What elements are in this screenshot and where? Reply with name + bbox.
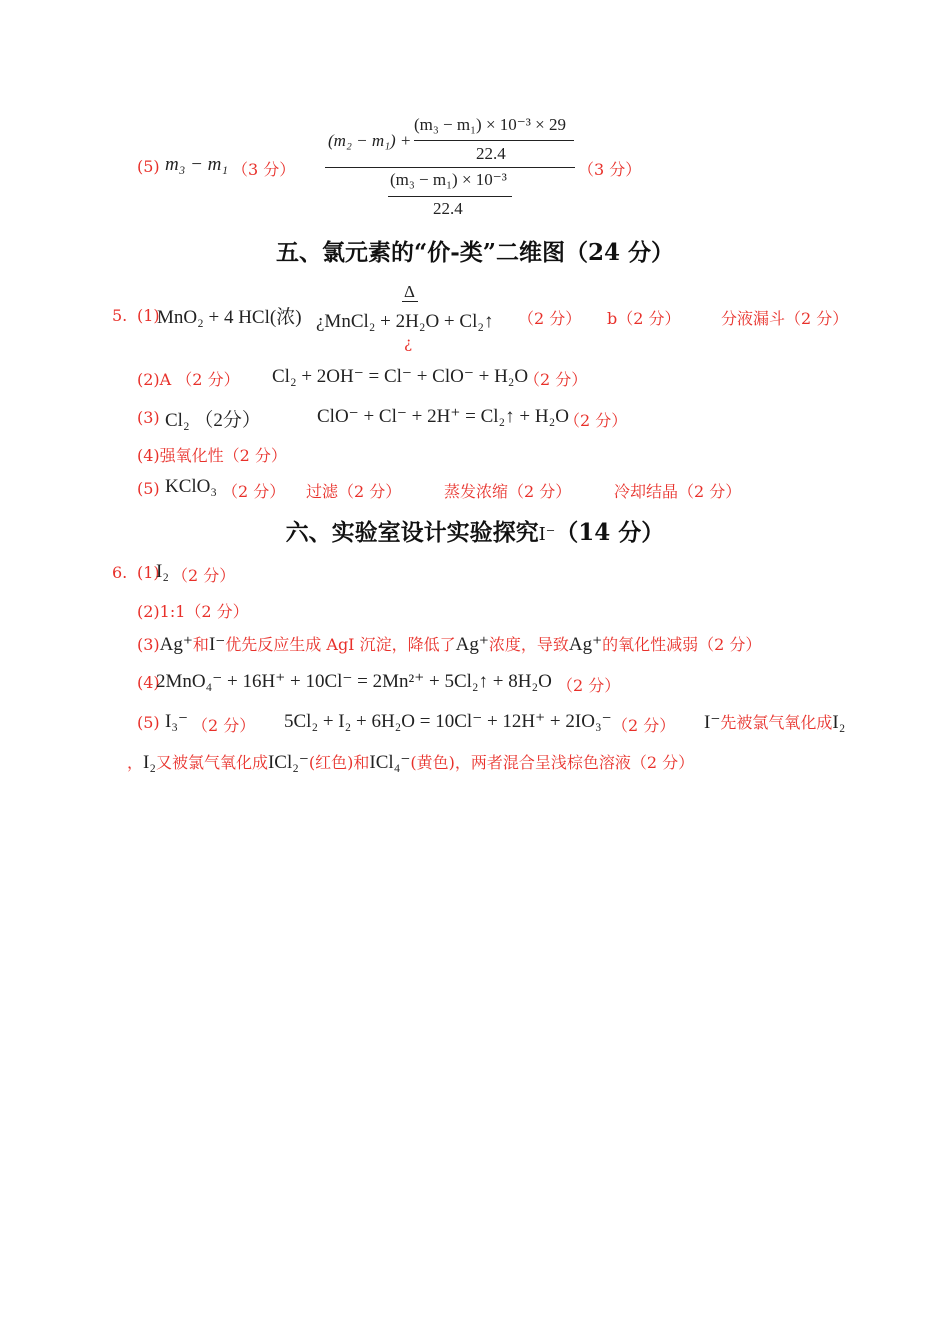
q6-number: 6.: [112, 563, 128, 582]
q6-p1-label: (1): [137, 563, 160, 582]
q6-p5-c-iodide: I⁻: [704, 712, 721, 733]
q5-p5-a-score: （2 分）: [222, 482, 286, 501]
q5-p5-a: KClO₃: [165, 476, 218, 497]
q6-p2: (2)1:1（2 分）: [137, 602, 249, 621]
q5-part5-score-right: （3 分）: [578, 160, 642, 179]
q5-part5-label: (5): [137, 157, 160, 176]
q6-p3-text3: 的氧化性减弱（2 分）: [602, 635, 762, 654]
q5-p1-c: 分液漏斗（2 分）: [721, 309, 849, 328]
q6-p3-label: (3): [137, 635, 160, 654]
q5-p5-d: 冷却结晶（2 分）: [614, 482, 742, 501]
fraction-denominator-top: (m₃ − m₁) × 10⁻³: [390, 170, 507, 189]
q5-p1-score: （2 分）: [518, 309, 582, 328]
section6-title-b: （14 分）: [555, 519, 665, 546]
q6-p5-d-icl4: ICl₄⁻: [369, 752, 411, 773]
q6-p5-d-comma: ，: [127, 753, 144, 772]
q6-p5-c-text: 先被氯气氧化成: [720, 713, 833, 732]
q5-p1-eq-left: MnO₂ + 4 HCl(浓): [157, 307, 302, 328]
q6-p3-text2: 浓度，导致: [488, 635, 569, 654]
q5-p1-label: (1): [137, 306, 160, 325]
q6-p4-label: (4): [137, 673, 160, 692]
section6-title: [0, 514, 950, 547]
q5-p4: (4)强氧化性（2 分）: [137, 446, 287, 465]
fraction-inner-numerator: (m₃ − m₁) × 10⁻³ × 29: [414, 115, 566, 134]
q5-p3-score: （2 分）: [564, 411, 628, 430]
q6-p5-c-i2: I₂: [832, 712, 846, 733]
q6-p5-d-icl2: ICl₂⁻: [267, 752, 309, 773]
q6-p3-iodide: I⁻: [208, 634, 226, 655]
q5-p1-mark: ¿: [404, 334, 413, 352]
q6-p4-eq: 2MnO₄⁻ + 16H⁺ + 10Cl⁻ = 2Mn²⁺ + 5Cl₂↑ + 8H₂O: [156, 671, 552, 692]
q5-part5-expr: m₃ − m₁: [165, 154, 228, 175]
q5-p1-b: b（2 分）: [607, 309, 681, 328]
denominator-fraction-bar: [388, 196, 512, 197]
q6-p1-score: （2 分）: [172, 566, 236, 585]
section6-title-a: 六、实验室设计实验探究: [285, 519, 539, 546]
q5-p3-label: (3): [137, 408, 160, 427]
fraction-numerator-left: (m₂ − m₁) +: [328, 131, 412, 150]
q6-p3-ag2: Ag⁺: [455, 634, 489, 655]
q6-p5-a-score: （2 分）: [192, 716, 256, 735]
q6-p3-ag1: Ag⁺: [159, 634, 193, 655]
q5-p5-b: 过滤（2 分）: [306, 482, 402, 501]
q6-p5-eq-score: （2 分）: [612, 716, 676, 735]
section6-title-ion: I⁻: [538, 524, 556, 545]
q5-p3-a: Cl₂ （2分）: [165, 410, 261, 431]
main-fraction-bar: [325, 167, 575, 168]
delta-underline: [402, 301, 418, 302]
section5-title: 五、氯元素的“价-类”二维图（24 分）: [275, 239, 675, 266]
q6-p5-d-text1: 又被氯气氧化成: [155, 753, 268, 772]
fraction-denominator-bottom: 22.4: [433, 199, 463, 218]
q6-p3-text1: 优先反应生成 AgI 沉淀，降低了: [225, 635, 456, 654]
q5-p2-label: (2)A （2 分）: [137, 370, 240, 389]
q6-p5-eq: 5Cl₂ + I₂ + 6H₂O = 10Cl⁻ + 12H⁺ + 2IO₃⁻: [284, 711, 612, 732]
q6-p3-and: 和: [192, 635, 209, 654]
q6-p5-d-i2: I₂: [143, 752, 156, 773]
q6-p5-c: [704, 710, 845, 734]
q6-p5-a: I₃⁻: [165, 711, 188, 732]
delta-symbol: Δ: [404, 282, 415, 301]
q5-p5-label: (5): [137, 479, 160, 498]
q5-p3-eq: ClO⁻ + Cl⁻ + 2H⁺ = Cl₂↑ + H₂O: [317, 406, 569, 427]
q5-number: 5.: [112, 306, 128, 325]
q5-p2-score: （2 分）: [524, 370, 588, 389]
inner-fraction-bar: [414, 140, 574, 141]
q6-p5-d-text3: (黄色)，两者混合呈浅棕色溶液（2 分）: [410, 753, 695, 772]
q6-p5-label: (5): [137, 713, 160, 732]
q6-p4-score: （2 分）: [557, 676, 621, 695]
q6-p5-d-text2: (红色)和: [308, 753, 370, 772]
q6-p5-d: [127, 750, 694, 774]
q5-p1-eq-right: ¿MnCl₂ + 2H₂O + Cl₂↑: [316, 311, 494, 332]
q6-p3-ag3: Ag⁺: [568, 634, 603, 655]
q5-p2-eq: Cl₂ + 2OH⁻ = Cl⁻ + ClO⁻ + H₂O: [272, 366, 529, 387]
q5-part5-score-left: （3 分）: [232, 160, 296, 179]
q6-p1-val: I₂: [156, 561, 169, 582]
q6-p3: [137, 632, 761, 656]
q5-p5-c: 蒸发浓缩（2 分）: [444, 482, 572, 501]
fraction-inner-denominator: 22.4: [476, 144, 506, 163]
